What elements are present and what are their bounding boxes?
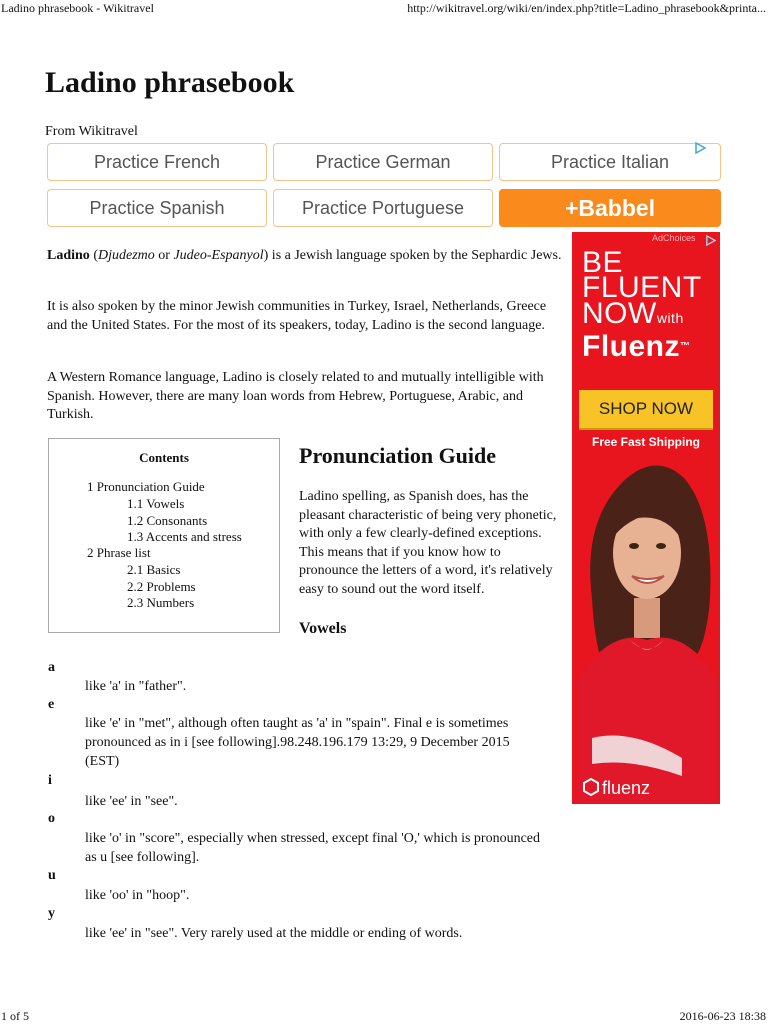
ad-now-text: NOW bbox=[582, 297, 657, 330]
print-header-title: Ladino phrasebook - Wikitravel bbox=[1, 1, 154, 15]
pronunciation-guide-heading: Pronunciation Guide bbox=[299, 443, 497, 468]
free-shipping-text: Free Fast Shipping bbox=[591, 435, 700, 449]
vowel-desc-o: like 'o' in "score", especially when stressed, except final 'O,' which is pronounced as u [see following]. bbox=[85, 831, 540, 865]
practice-french-button[interactable]: Practice French bbox=[47, 143, 267, 181]
pronunciation-guide-text: Ladino spelling, as Spanish does, has the pleasant characteristic of being very phonetic, with only a few clearly-defined exceptions. This means that if you know how to pronounce the letters of a word, it's relatively easy to sound out the word itself. bbox=[299, 489, 557, 597]
practice-portuguese-button[interactable]: Practice Portuguese bbox=[273, 189, 493, 227]
vowel-letter-y: y bbox=[48, 906, 55, 921]
toc-link-accents-and-stress[interactable]: 1.3 Accents and stress bbox=[127, 529, 242, 544]
adchoices-label[interactable]: AdChoices bbox=[652, 233, 696, 243]
page-title: Ladino phrasebook bbox=[45, 66, 295, 99]
vowel-desc-a: like 'a' in "father". bbox=[85, 679, 187, 694]
vowels-heading: Vowels bbox=[299, 620, 347, 637]
fluenz-ad-banner[interactable] bbox=[572, 232, 720, 804]
ad-brand-fluenz: fluenz bbox=[602, 778, 651, 798]
ad-with-text: with bbox=[656, 310, 684, 326]
intro-paragraph-3: A Western Romance language, Ladino is closely related to and mutually intelligible with Spanish. However, there are many loan words from Hebrew, Portuguese, Arabic, and Turkish. bbox=[47, 370, 544, 422]
vowel-desc-y: like 'ee' in "see". Very rarely used at the middle or ending of words. bbox=[85, 926, 463, 941]
adchoices-icon[interactable] bbox=[705, 233, 716, 251]
practice-spanish-button[interactable]: Practice Spanish bbox=[47, 189, 267, 227]
toc-link-numbers[interactable]: 2.3 Numbers bbox=[127, 595, 195, 610]
toc-link-pronunciation-guide[interactable]: 1 Pronunciation Guide bbox=[87, 479, 205, 494]
vowel-letter-e: e bbox=[48, 697, 55, 712]
toc-link-vowels[interactable]: 1.1 Vowels bbox=[127, 496, 185, 511]
toc-link-basics[interactable]: 2.1 Basics bbox=[127, 562, 181, 577]
print-header-url: http://wikitravel.org/wiki/en/index.php?title=Ladino_phrasebook&printa... bbox=[407, 1, 766, 15]
vowel-desc-u: like 'oo' in "hoop". bbox=[85, 888, 190, 903]
djudezmo-term: Djudezmo bbox=[97, 248, 155, 263]
ad-headline-be: BE bbox=[582, 246, 624, 279]
ad-tm-text: ™ bbox=[680, 341, 691, 352]
print-footer-datetime: 2016-06-23 18:38 bbox=[679, 1009, 766, 1023]
judeo-espanyol-term: Judeo-Espanyol bbox=[173, 248, 264, 263]
toc-title: Contents bbox=[139, 450, 189, 465]
toc-link-problems[interactable]: 2.2 Problems bbox=[127, 579, 196, 594]
ad-fluenz-text: Fluenz bbox=[582, 330, 680, 363]
toc-link-phrase-list[interactable]: 2 Phrase list bbox=[87, 545, 151, 560]
table-of-contents bbox=[48, 438, 280, 633]
practice-italian-button[interactable]: Practice Italian bbox=[499, 143, 721, 181]
toc-link-consonants[interactable]: 1.2 Consonants bbox=[127, 513, 208, 528]
intro-paragraph-2: It is also spoken by the minor Jewish communities in Turkey, Israel, Netherlands, Greece and the United States. For the most of its speakers, today, Ladino is the second language. bbox=[47, 299, 547, 333]
ad-headline-fluent: FLUENT bbox=[582, 271, 702, 304]
text-fragment: ) is a Jewish language spoken by the Sephardic Jews. bbox=[263, 248, 562, 263]
vowel-letter-o: o bbox=[48, 811, 55, 826]
vowel-letter-i: i bbox=[48, 773, 52, 788]
shop-now-button[interactable]: SHOP NOW bbox=[579, 390, 713, 430]
text-fragment: or bbox=[154, 248, 174, 263]
from-source: From Wikitravel bbox=[45, 124, 138, 139]
vowel-desc-e: like 'e' in "met", although often taught as 'a' in "spain". Final e is sometimes pronounced as in i [see following].98.248.196.179 13:29, 9 December 2015 (EST) bbox=[85, 716, 510, 769]
text-fragment: ( bbox=[89, 248, 98, 263]
intro-paragraph-1 bbox=[47, 247, 562, 266]
practice-german-button[interactable]: Practice German bbox=[273, 143, 493, 181]
adchoices-icon[interactable] bbox=[694, 142, 708, 156]
vowel-letter-u: u bbox=[48, 868, 56, 883]
vowel-letter-a: a bbox=[48, 660, 55, 675]
fluenz-logo-icon bbox=[582, 778, 600, 796]
ad-headline-fluenz bbox=[582, 332, 691, 362]
babbel-button[interactable]: +Babbel bbox=[499, 189, 721, 227]
print-footer-page: 1 of 5 bbox=[1, 1009, 29, 1023]
woman-portrait-image bbox=[572, 458, 720, 804]
ladino-term: Ladino bbox=[47, 248, 90, 263]
ad-headline-now bbox=[582, 299, 684, 333]
vowel-desc-i: like 'ee' in "see". bbox=[85, 794, 178, 809]
